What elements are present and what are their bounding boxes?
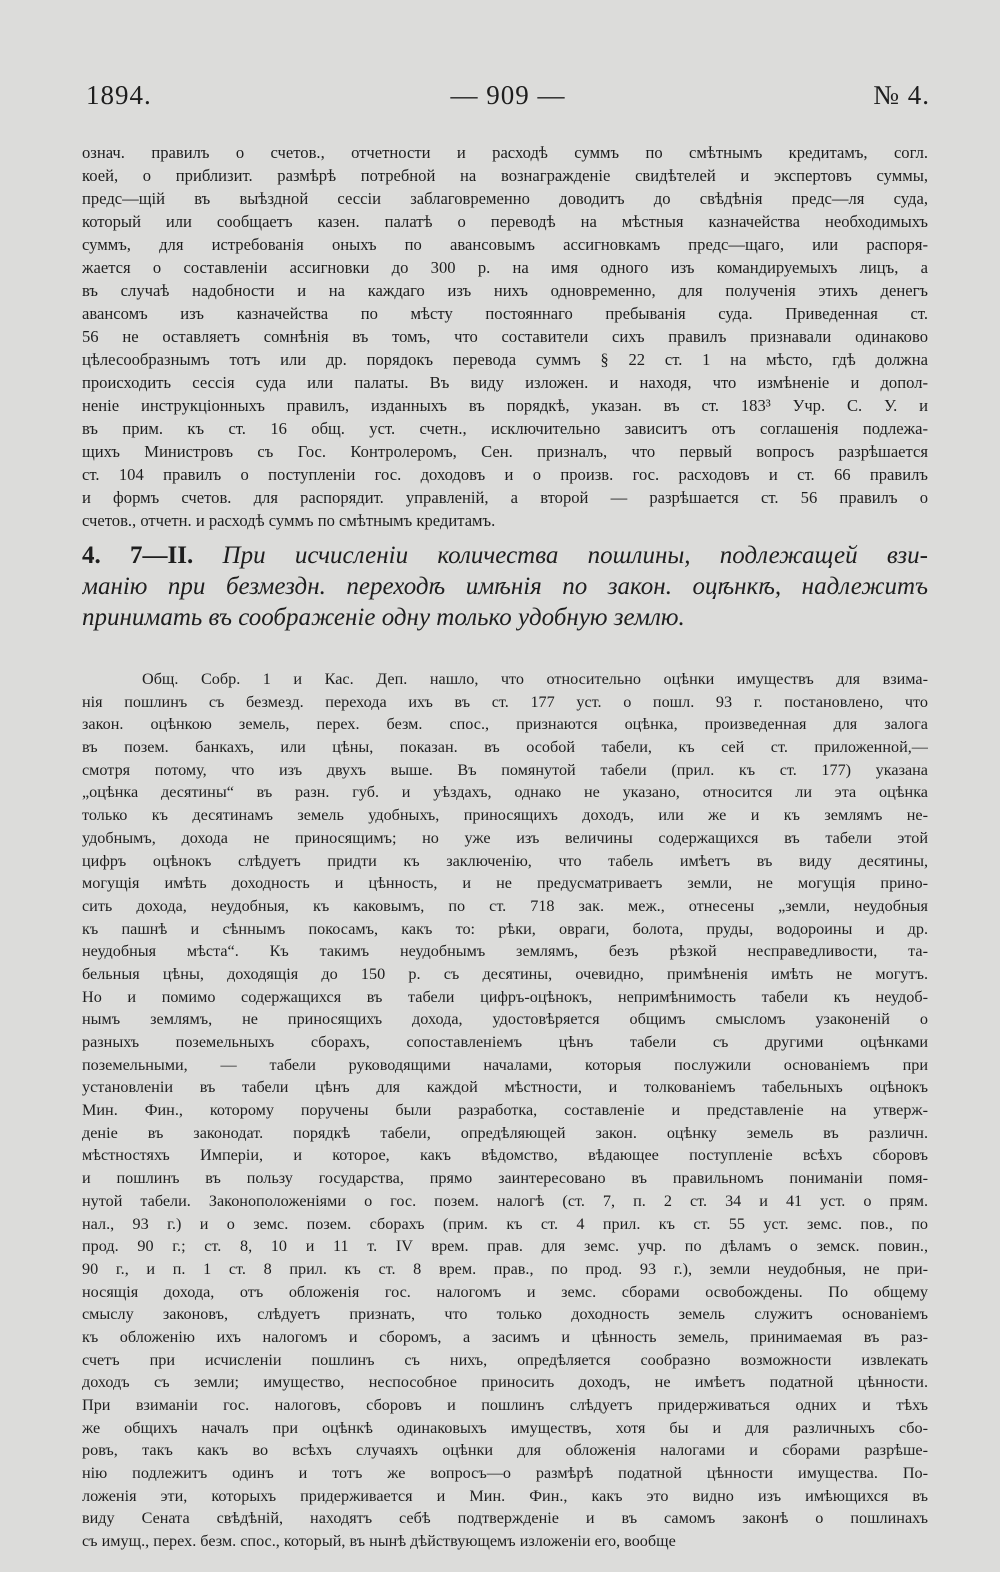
case-heading (82, 540, 928, 633)
text-line: и пошлинъ въ пользу государства, прямо заинтересовано въ правильномъ пониманіи помя- (82, 1169, 928, 1188)
header-year: 1894. (86, 80, 152, 110)
text-line: удобнымъ, дохода не приносящимъ; но уже изъ величины содержащихся въ табели этой (82, 828, 928, 847)
text-line: смотря потому, что изъ двухъ выше. Въ помянутой табели (прил. къ ст. 177) указана (82, 760, 928, 779)
text-line: доходъ съ земли; имущество, неспособное приносить доходъ, не имѣетъ податной цѣнности. (82, 1373, 928, 1392)
text-line: къ обложенію ихъ налогомъ и сборомъ, а засимъ и цѣнность земель, принимаемая въ раз- (82, 1327, 928, 1346)
text-line: могущія имѣть доходность и цѣнность, и не предусматриваетъ земли, не могущія прино- (82, 874, 928, 893)
text-line: 56 не оставляетъ сомнѣнія въ томъ, что составители сихъ правилъ признавали одинаково (82, 327, 928, 346)
text-line: авансомъ изъ казначейства по мѣсту постояннаго пребыванія суда. Приведенная ст. (82, 304, 928, 323)
paragraph-continuation (82, 141, 928, 532)
text-line: происходить сессія суда или палаты. Въ виду изложен. и находя, что измѣненіе и допол- (82, 373, 928, 392)
text-line: означ. правилъ о счетов., отчетности и расходѣ суммъ по смѣтнымъ кредитамъ, согл. (82, 143, 928, 162)
page-header (86, 80, 930, 120)
text-line: къ пашнѣ и сѣннымъ покосамъ, какъ то: рѣки, овраги, болота, пруды, водорoины и др. (82, 919, 928, 938)
text-line: неніе инструкціонныхъ правилъ, изданныхъ въ порядкѣ, указан. въ ст. 183³ Учр. С. У. и (82, 396, 928, 415)
case-number: 4. 7—II. (82, 542, 194, 569)
text-line: ровъ, такъ какъ во всѣхъ случаяхъ оцѣнки для обложенія налогами и сборами разрѣше- (82, 1441, 928, 1460)
text-line: въ прим. къ ст. 16 общ. уст. счетн., исключительно зависитъ отъ соглашенія подлежа- (82, 419, 928, 438)
text-line: прод. 90 г.; ст. 8, 10 и 11 т. IV врем. прав. для земс. учр. по дѣламъ о земск. повин., (82, 1237, 928, 1256)
text-line: мѣстностяхъ Имперіи, и которое, какъ вѣдомство, вѣдающее поступленіе всѣхъ сборовъ (82, 1146, 928, 1165)
heading-text: При исчисленіи количества пошлины, подлежащей взи- (222, 542, 928, 569)
header-page-number: — 909 — (450, 80, 566, 110)
text-line: щихъ Министровъ съ Гос. Контролеромъ, Сен. призналъ, что первый вопросъ разрѣшается (82, 442, 928, 461)
text-line: жается о составленіи ассигновки до 300 р. на имя одного изъ командируемыхъ лицъ, а (82, 258, 928, 277)
text-line: суммъ, для истребованія оныхъ по авансовымъ ассигновкамъ предс—щаго, или распоря- (82, 235, 928, 254)
heading-line (82, 540, 928, 571)
text-line: только къ десятинамъ земель удобныхъ, приносящихъ доходъ, или же и къ землямъ не- (82, 806, 928, 825)
text-line: неудобныя мѣста“. Къ такимъ неудобнымъ землямъ, безъ рѣзкой несправедливости, та- (82, 942, 928, 961)
text-line: установленіи въ табели цѣнъ для каждой мѣстности, и толкованіемъ табельныхъ оцѣнокъ (82, 1078, 928, 1097)
text-line: нал., 93 г.) и о земс. позем. сборахъ (прим. къ ст. 4 прил. къ ст. 55 уст. земс. пов., по (82, 1214, 928, 1233)
text-line: нымъ землямъ, не приносящихъ дохода, удостовѣряется общимъ смысломъ узаконеній о (82, 1010, 928, 1029)
case-body-paragraph (82, 668, 928, 1553)
heading-line: манію при безмездн. переходѣ имѣнія по закон. оцѣнкѣ, надлежитъ (82, 573, 928, 600)
text-line: нію подлежитъ одинъ и тотъ же вопросъ—о размѣрѣ податной цѣнности имущества. По- (82, 1464, 928, 1483)
text-line: поземельными, — табели руководящими началами, которыя послужили основаніемъ при (82, 1055, 928, 1074)
text-line: цѣлесообразнымъ тотъ или др. порядокъ перевода суммъ § 22 ст. 1 на мѣсто, гдѣ должна (82, 350, 928, 369)
text-line: съ имущ., перех. безм. спос., который, въ нынѣ дѣйствующемъ изложеніи его, вообще (82, 1532, 676, 1551)
text-line: При взиманіи гос. налоговъ, сборовъ и пошлинъ слѣдуетъ придерживаться одних и тѣхъ (82, 1396, 928, 1414)
text-line: нія пошлинъ съ безмезд. перехода ихъ въ ст. 177 уст. о пошл. 93 г. постановлено, что (82, 692, 928, 711)
text-line: ст. 104 правилъ о поступленіи гос. доходовъ и о произв. гос. расходовъ и ст. 66 правилъ (82, 465, 928, 484)
text-line: Общ. Собр. 1 и Кас. Деп. нашло, что относительно оцѣнки имуществъ для взима- (142, 670, 928, 688)
text-line: и формъ счетов. для распорядит. управленій, а второй — разрѣшается ст. 56 правилъ о (82, 488, 928, 507)
text-line: счетъ при исчисленіи пошлинъ съ нихъ, опредѣляется сообразно возможности извлекать (82, 1350, 928, 1369)
text-line: счетов., отчетн. и расходѣ суммъ по смѣтнымъ кредитамъ. (82, 511, 496, 530)
text-line: бельныя цѣны, доходящія до 150 р. съ десятины, очевидно, примѣненія имѣть не могутъ. (82, 964, 928, 983)
text-line: цифръ оцѣнокъ слѣдуетъ придти къ заключенію, что табель имѣетъ въ виду десятины, (82, 851, 928, 870)
text-line: носящія дохода, отъ обложенія гос. налогомъ и земс. сборами освобождены. По общему (82, 1282, 928, 1301)
text-line: сить дохода, неудобныя, къ каковымъ, по ст. 718 зак. меж., отнесены „земли, неудобныя (82, 896, 928, 915)
text-line: виду Сената свѣдѣній, находятъ себѣ подтвержденіе и въ самомъ законѣ о пошлинахъ (82, 1509, 928, 1528)
text-line: коей, о приблизит. размѣрѣ потребной на вознагражденіе свидѣтелей и экспертовъ суммы, (82, 166, 928, 185)
text-line: предс—щій въ выѣздной сессіи заблаговременно доводитъ до свѣдѣнія предс—ля суда, (82, 189, 928, 208)
text-line: который или сообщаетъ казен. палатѣ о переводѣ на мѣстныя казначейства необходимыхъ (82, 212, 928, 231)
text-line: закон. оцѣнкою земель, перех. безм. спос., признаются оцѣнка, произведенная для залога (82, 715, 928, 734)
text-line: разныхъ поземельныхъ сборахъ, сопоставленіемъ цѣнъ табели съ другими оцѣнками (82, 1033, 928, 1051)
text-line: ложенія эти, которыхъ придерживается и Мин. Фин., какъ это видно изъ имѣющихся въ (82, 1486, 928, 1505)
text-line: Мин. Фин., которому поручены были разработка, составленіе и представленіе на утверж- (82, 1101, 928, 1120)
header-issue-number: № 4. (873, 80, 930, 110)
text-line: нутой табели. Законоположеніями о гос. позем. налогѣ (ст. 7, п. 2 ст. 34 и 41 уст. о прям. (82, 1191, 928, 1210)
text-line: въ позем. банкахъ, или цѣны, показан. въ особой табели, къ сей ст. приложенной,— (82, 738, 928, 757)
text-line: „оцѣнка десятины“ въ разн. губ. и уѣздахъ, однако не указано, относится ли эта оцѣнка (82, 783, 928, 802)
text-line: въ случаѣ надобности и на каждаго изъ нихъ одновременно, для полученія этихъ денегъ (82, 281, 928, 300)
text-line: же общихъ началъ при оцѣнкѣ одинаковыхъ имуществъ, хотя бы и для различныхъ сбо- (82, 1418, 928, 1437)
text-line: смыслу законовъ, слѣдуетъ признать, что только доходность земель служитъ основаніемъ (82, 1305, 928, 1324)
text-line: 90 г., и п. 1 ст. 8 прил. къ ст. 8 врем. прав., по прод. 93 г.), земли неудобныя, не при- (82, 1259, 928, 1278)
heading-line: принимать въ соображеніе одну только удобную землю. (82, 604, 685, 631)
text-line: Но и помимо содержащихся въ табели цифръ-оцѣнокъ, непримѣнимость табели къ неудоб- (82, 987, 928, 1006)
text-line: деніе въ законодат. порядкѣ табели, опредѣляющей закон. оцѣнку земель въ различн. (82, 1123, 928, 1142)
